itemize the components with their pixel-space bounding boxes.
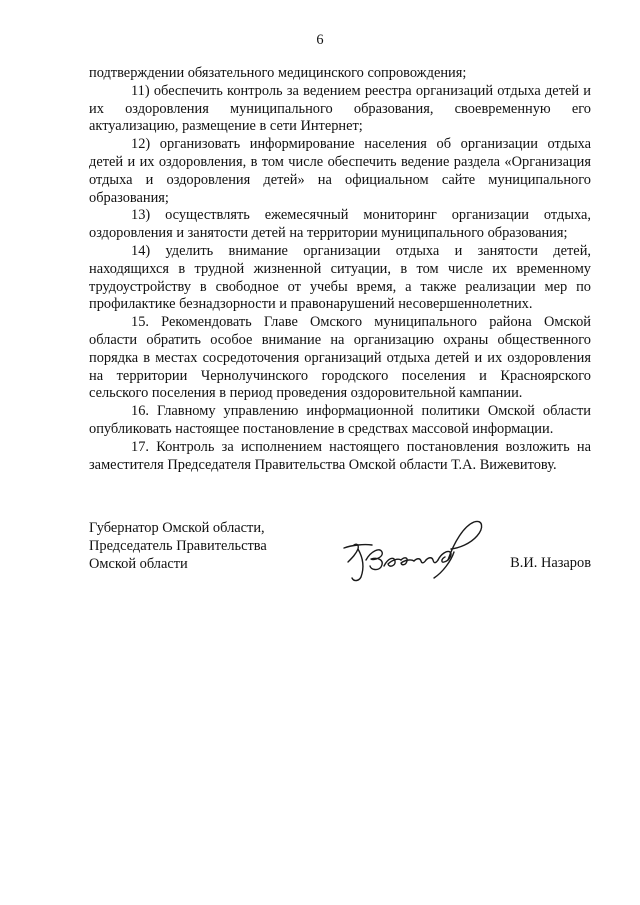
signatory-position <box>89 519 309 573</box>
position-line-2: Председатель Правительства <box>89 538 267 554</box>
paragraph-item-11: 11) обеспечить контроль за ведением реестра организаций отдыха детей и их оздоровления муниципального образования, своевременную его актуализацию, размещение в сети Интернет; <box>89 82 591 135</box>
paragraph-item-14: 14) уделить внимание организации отдыха и занятости детей, находящихся в трудной жизненной ситуации, в том числе их временному трудоустройству в свободное от учебы время, а также реализации мер по профилактике безнадзорности и правонарушений несовершеннолетних. <box>89 242 591 313</box>
page-number: 6 <box>316 32 324 48</box>
paragraph-continuation: подтверждении обязательного медицинского сопровождения; <box>89 65 467 81</box>
signer-name: В.И. Назаров <box>510 555 591 571</box>
paragraph-item-17: 17. Контроль за исполнением настоящего постановления возложить на заместителя Председателя Правительства Омской области Т.А. Вижевитову. <box>89 438 591 473</box>
position-line-3: Омской области <box>89 556 188 572</box>
paragraph-item-13: 13) осуществлять ежемесячный мониторинг организации отдыха, оздоровления и занятости детей на территории муниципального образования; <box>89 207 591 242</box>
handwritten-signature-icon <box>338 514 488 586</box>
paragraph-item-15: 15. Рекомендовать Главе Омского муниципального района Омской области обратить особое внимание на организацию охраны общественного порядка в местах сосредоточения организаций отдыха детей и их оздоровления на территории Чернолучинского городского поселения и Красноярского сельского поселения в период проведения оздоровительной кампании. <box>89 314 591 402</box>
document-body <box>89 65 591 474</box>
position-line-1: Губернатор Омской области, <box>89 520 265 536</box>
paragraph-item-12: 12) организовать информирование населения об организации отдыха детей и их оздоровления, в том числе обеспечить ведение раздела «Организация отдыха и оздоровления детей» на официальном сайте муниципального образования; <box>89 136 591 206</box>
paragraph-item-16: 16. Главному управлению информационной политики Омской области опубликовать настоящее постановление в средствах массовой информации. <box>89 403 591 437</box>
